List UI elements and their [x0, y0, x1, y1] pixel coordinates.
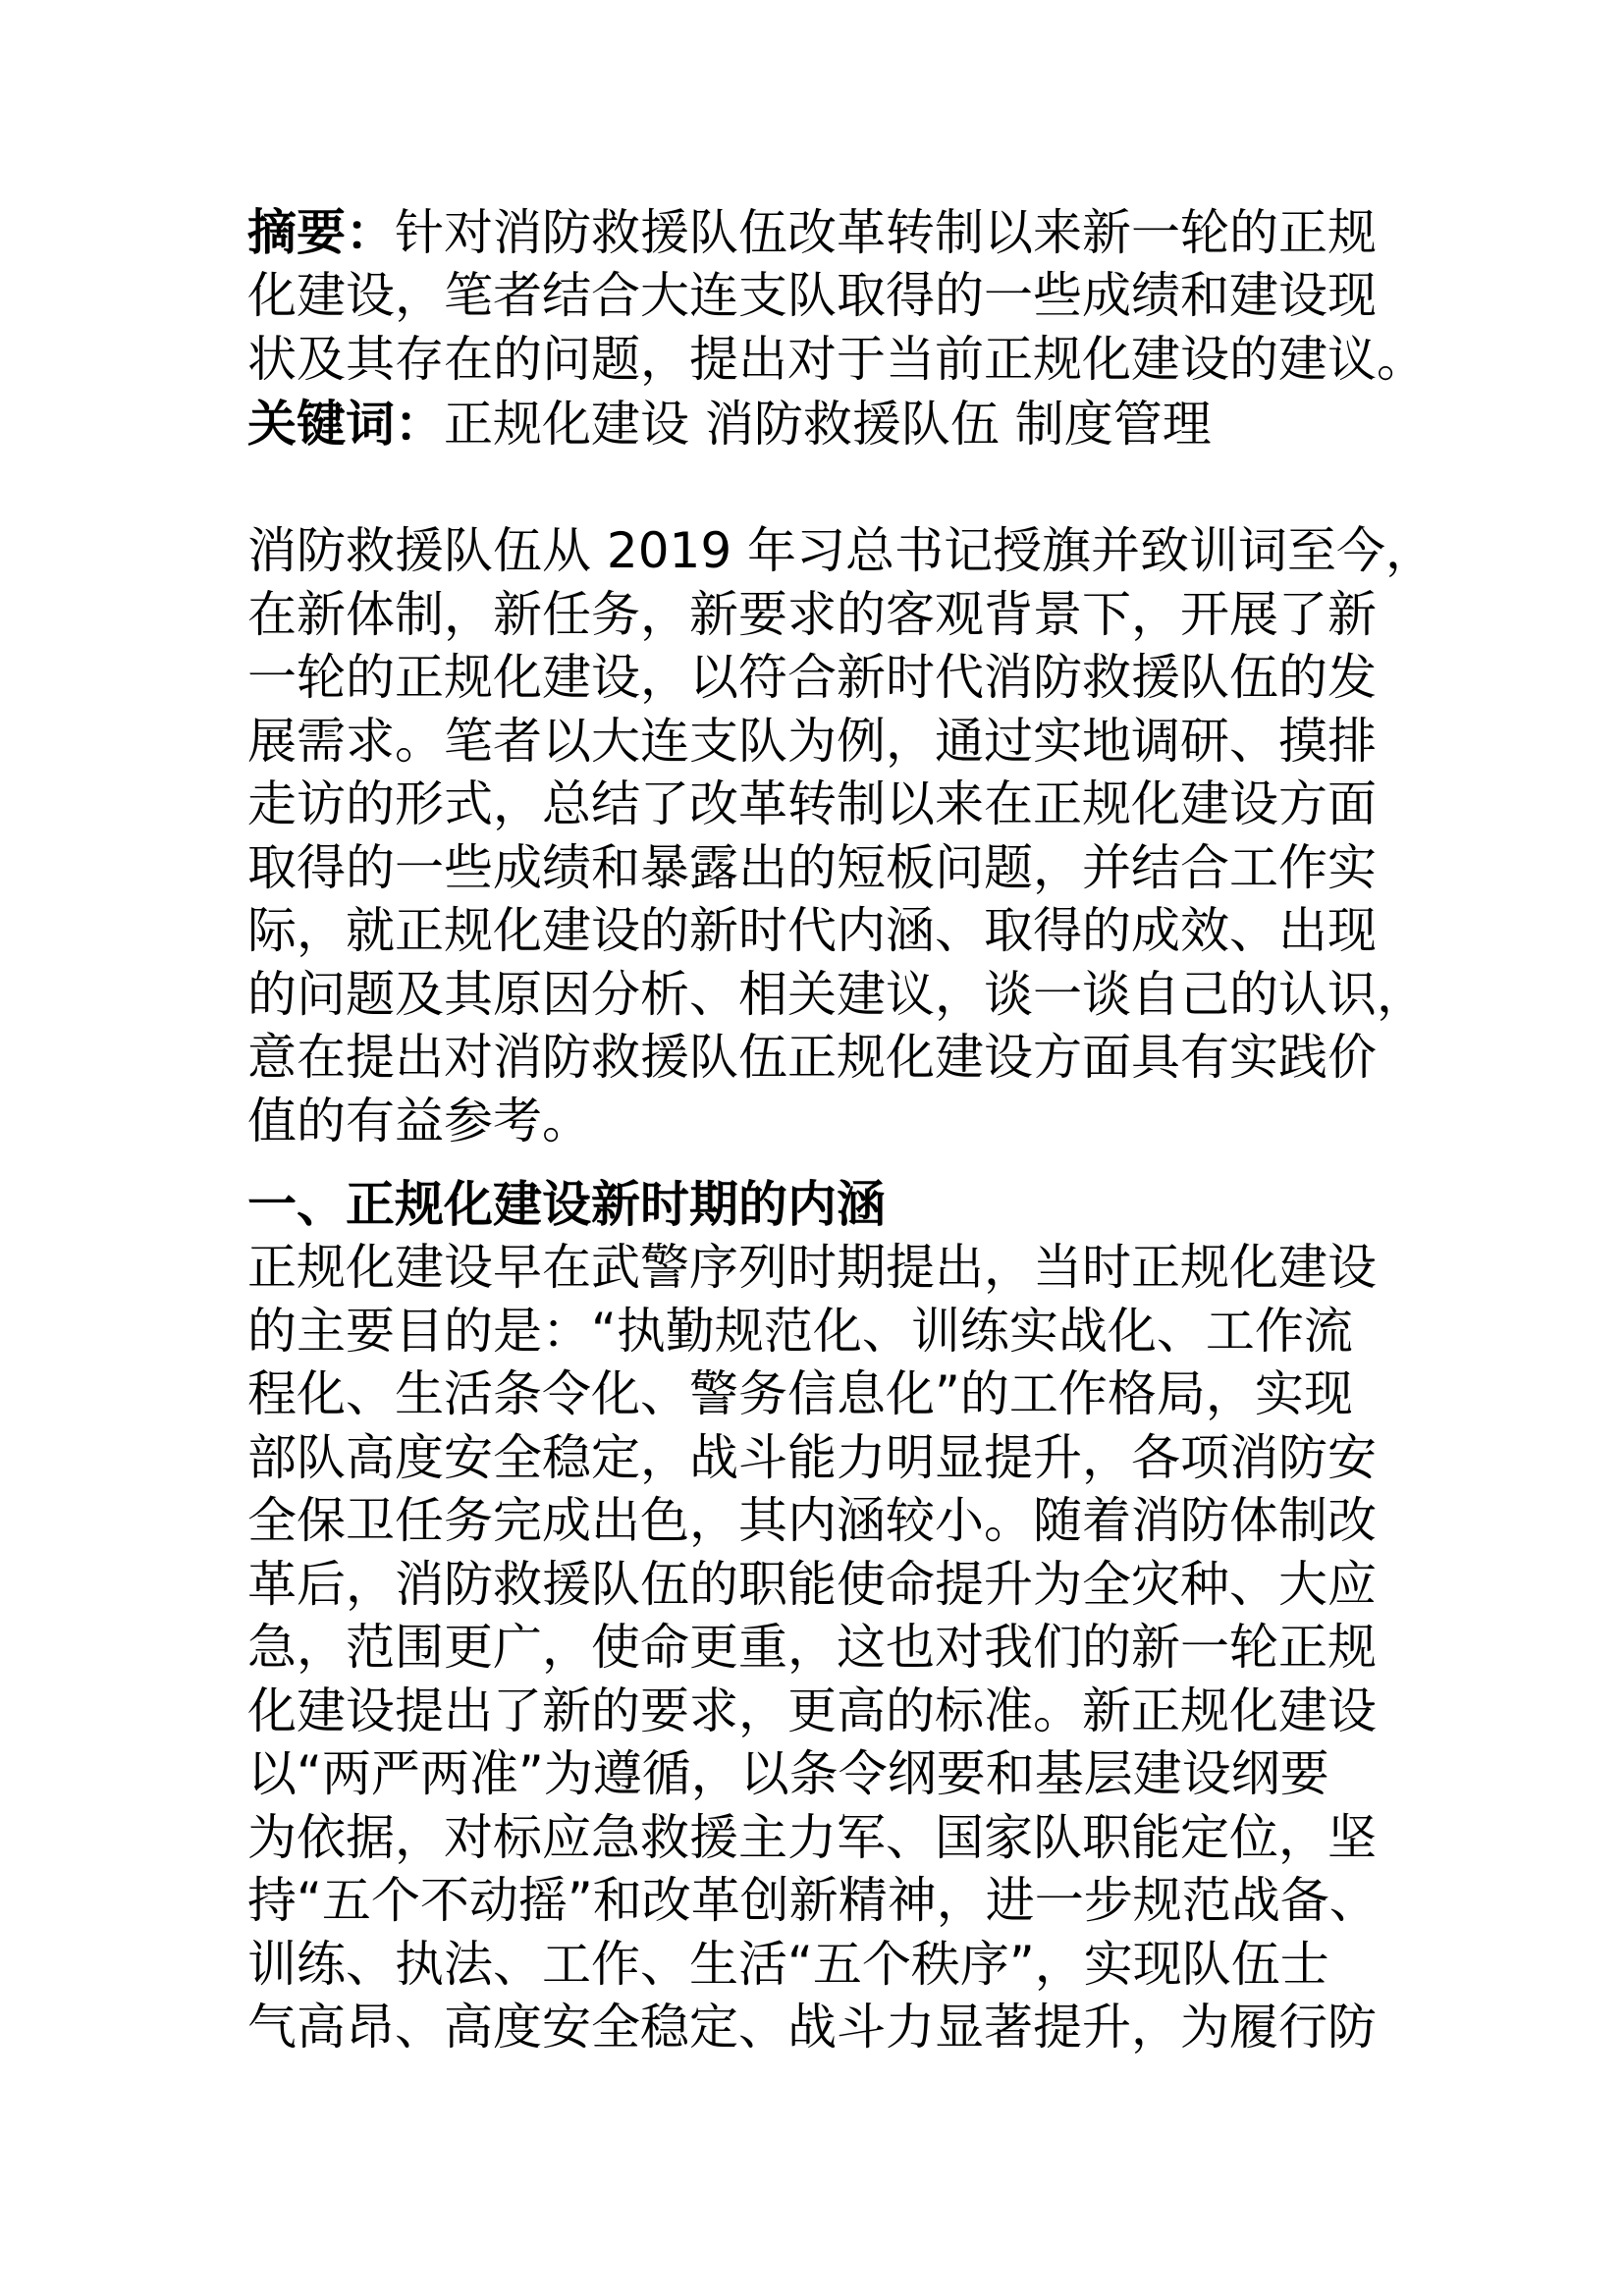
- paragraph-line: 的主要目的是：“执勤规范化、训练实战化、工作流: [247, 1302, 1353, 1360]
- paragraph-line: 革后，消防救援队伍的职能使命提升为全灾种、大应: [247, 1555, 1377, 1613]
- abstract-text: 针对消防救援队伍改革转制以来新一轮的正规: [395, 204, 1377, 261]
- paragraph-line: 正规化建设早在武警序列时期提出，当时正规化建设: [247, 1239, 1377, 1296]
- paragraph-line: 际，就正规化建设的新时代内涵、取得的成效、出现: [247, 902, 1377, 959]
- paragraph-line: 化建设提出了新的要求，更高的标准。新正规化建设: [247, 1682, 1377, 1739]
- paragraph-line: 意在提出对消防救援队伍正规化建设方面具有实践价: [247, 1029, 1377, 1086]
- paragraph-line: 取得的一些成绩和暴露出的短板问题，并结合工作实: [247, 838, 1377, 896]
- abstract-line: [247, 201, 1406, 264]
- keywords-label: 关键词：: [247, 396, 444, 453]
- paragraph-line: 持“五个不动摇”和改革创新精神，进一步规范战备、: [247, 1872, 1379, 1929]
- paragraph-line: 消防救援队伍从 2019 年习总书记授旗并致训词至今，: [247, 522, 1435, 579]
- keywords-text: 正规化建设 消防救援队伍 制度管理: [444, 396, 1212, 453]
- keywords-line: [247, 393, 1406, 455]
- paragraph-line: 急，范围更广，使命更重，这也对我们的新一轮正规: [247, 1619, 1377, 1676]
- paragraph-line: 的问题及其原因分析、相关建议，谈一谈自己的认识，: [247, 965, 1426, 1023]
- paragraph-line: 气高昂、高度安全稳定、战斗力显著提升，为履行防: [247, 1999, 1377, 2056]
- paragraph-line: 在新体制，新任务，新要求的客观背景下，开展了新: [247, 585, 1377, 643]
- paragraph-line: 部队高度安全稳定，战斗能力明显提升，各项消防安: [247, 1428, 1377, 1486]
- abstract-line: 化建设，笔者结合大连支队取得的一些成绩和建设现: [247, 267, 1377, 324]
- paragraph-line: 展需求。笔者以大连支队为例，通过实地调研、摸排: [247, 712, 1377, 770]
- paragraph-line: 程化、生活条令化、警务信息化”的工作格局，实现: [247, 1365, 1353, 1422]
- paragraph-line: 以“两严两准”为遵循，以条令纲要和基层建设纲要: [247, 1745, 1329, 1802]
- abstract-label: 摘要：: [247, 204, 395, 261]
- paragraph-line: 走访的形式，总结了改革转制以来在正规化建设方面: [247, 775, 1377, 832]
- paragraph-line: 值的有益参考。: [247, 1092, 591, 1149]
- paragraph-line: 训练、执法、工作、生活“五个秩序”，实现队伍士: [247, 1935, 1329, 1993]
- section-heading: 一、正规化建设新时期的内涵: [247, 1176, 886, 1233]
- paragraph-line: 为依据，对标应急救援主力军、国家队职能定位，坚: [247, 1808, 1377, 1866]
- abstract-line: 状及其存在的问题，提出对于当前正规化建设的建议。: [247, 331, 1426, 388]
- paragraph-line: 一轮的正规化建设，以符合新时代消防救援队伍的发: [247, 649, 1377, 706]
- paragraph-line: 全保卫任务完成出色，其内涵较小。随着消防体制改: [247, 1492, 1377, 1549]
